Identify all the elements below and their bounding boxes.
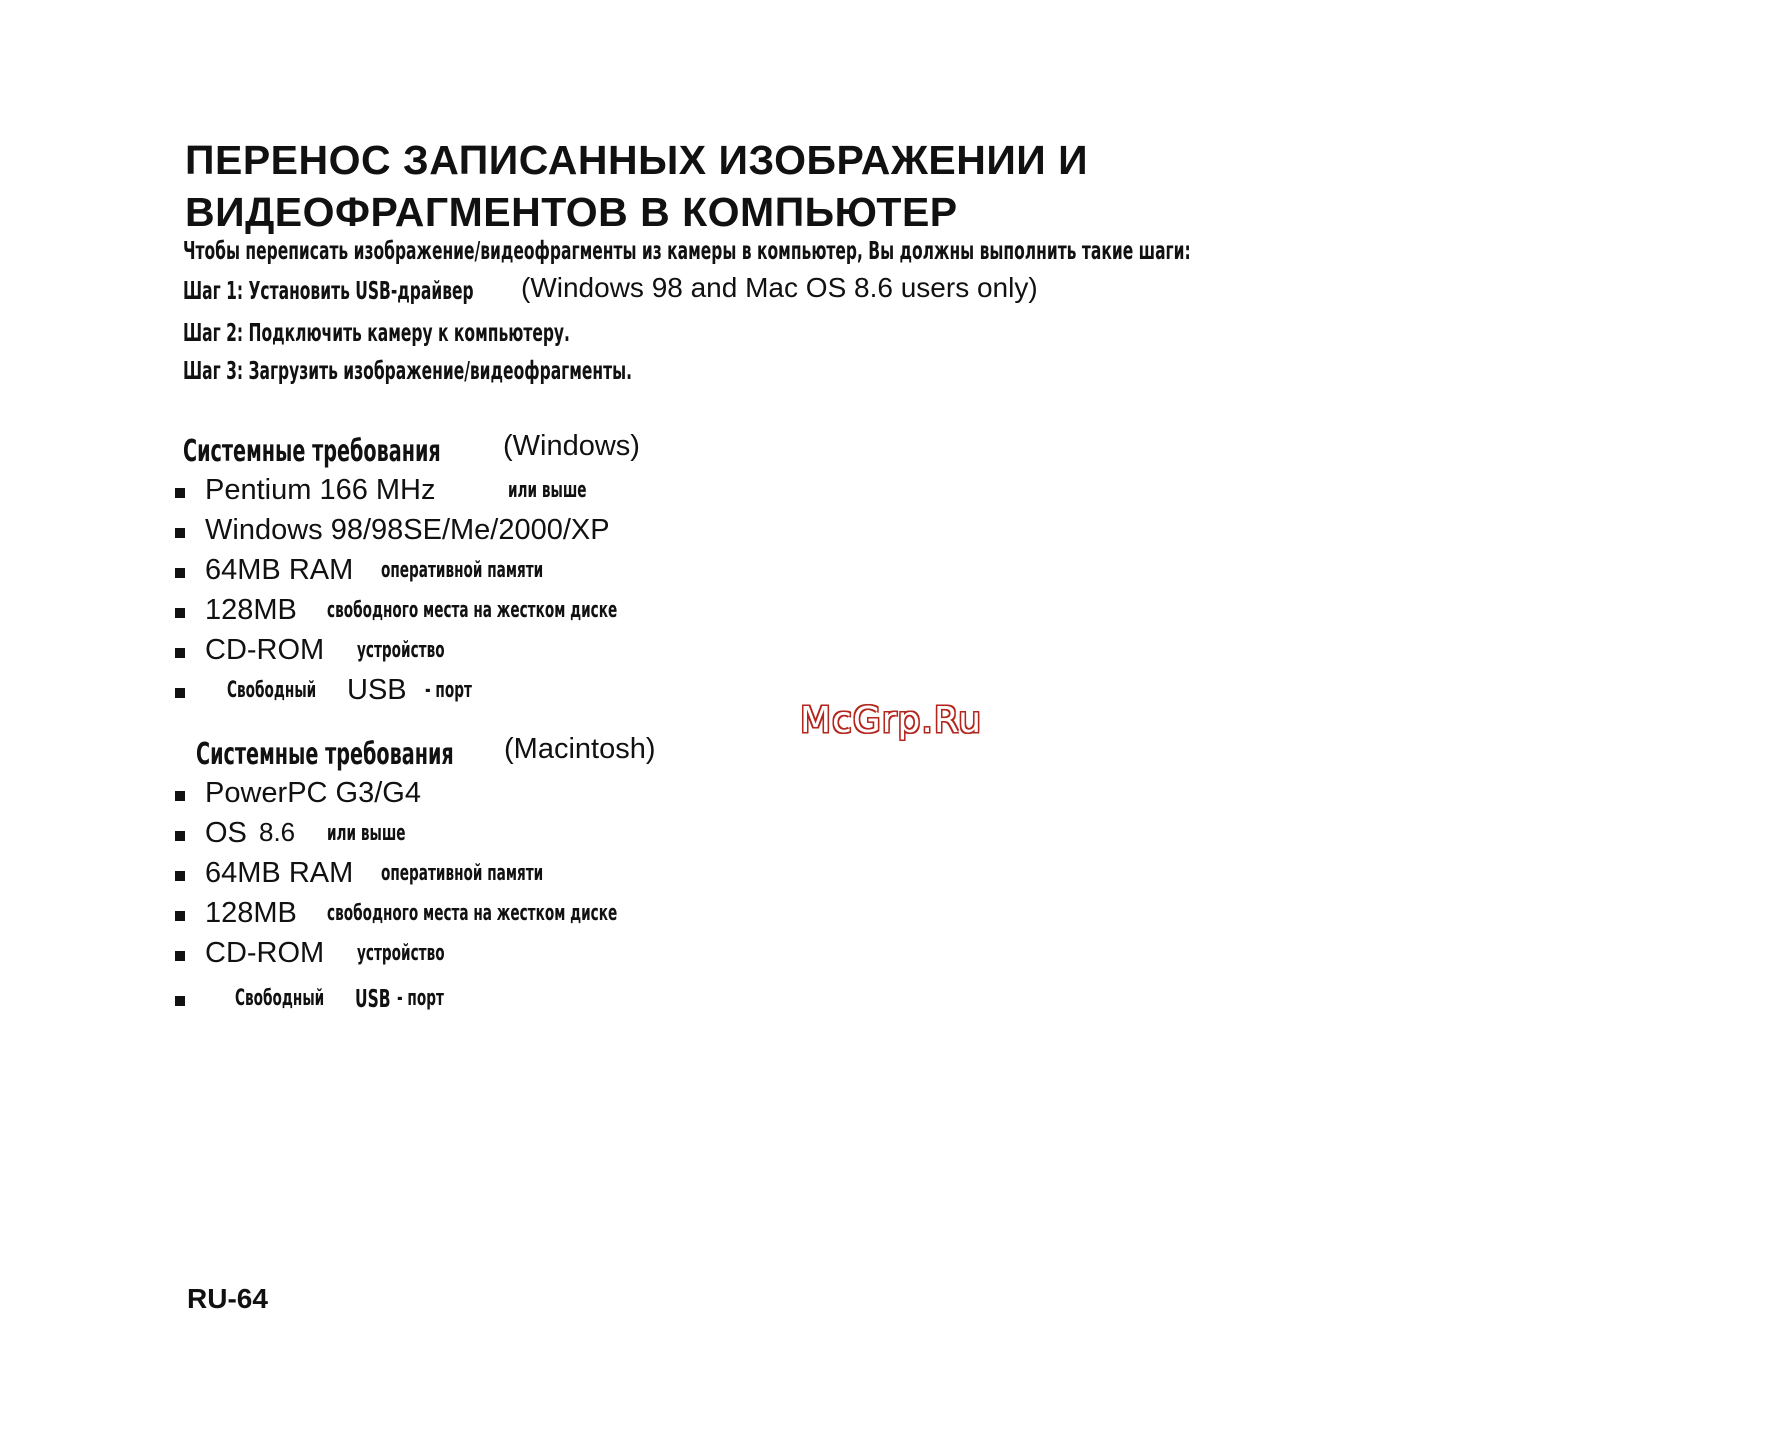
req-secondary: оперативной памяти	[381, 558, 544, 583]
bullet-icon	[175, 528, 185, 538]
req-secondary: устройство	[357, 941, 445, 966]
windows-platform-label: (Windows)	[503, 430, 640, 462]
step-1-label: Шаг 1: Установить USB-драйвер	[183, 276, 474, 305]
step-2-label: Шаг 2: Подключить камеру к компьютеру.	[183, 318, 570, 347]
req-primary: CD-ROM	[205, 937, 325, 969]
mac-requirements-title: Системные требования	[196, 737, 454, 772]
windows-req-item	[175, 474, 975, 514]
req-primary: 64MB RAM	[205, 554, 354, 586]
mac-req-item	[175, 817, 975, 857]
step-1-note: (Windows 98 and Mac OS 8.6 users only)	[521, 272, 1038, 303]
step-2	[183, 318, 807, 347]
bullet-icon	[175, 568, 185, 578]
mac-req-item	[175, 857, 975, 897]
req-prefix: Свободный	[235, 986, 325, 1011]
bullet-icon	[175, 688, 185, 698]
req-primary: USB	[355, 984, 391, 1013]
bullet-icon	[175, 996, 185, 1006]
mac-req-item	[175, 777, 975, 817]
req-primary: CD-ROM	[205, 634, 325, 666]
req-primary: OS	[205, 817, 247, 849]
mac-req-item	[175, 982, 975, 1022]
req-primary: 128MB	[205, 897, 297, 929]
req-primary: PowerPC G3/G4	[205, 777, 421, 809]
bullet-icon	[175, 608, 185, 618]
page-title-line-2: ВИДЕОФРАГМЕНТОВ В КОМПЬЮТЕР	[185, 189, 958, 235]
mac-req-item	[175, 937, 975, 977]
bullet-icon	[175, 831, 185, 841]
watermark-logo: McGrp.Ru	[800, 700, 983, 741]
req-primary: Pentium 166 MHz	[205, 474, 436, 506]
bullet-icon	[175, 911, 185, 921]
req-primary: 128MB	[205, 594, 297, 626]
step-3-label: Шаг 3: Загрузить изображение/видеофрагменты.	[183, 356, 633, 385]
bullet-icon	[175, 951, 185, 961]
windows-req-item	[175, 554, 975, 594]
windows-requirements-heading	[183, 430, 640, 469]
req-primary: USB	[347, 674, 407, 706]
bullet-icon	[175, 648, 185, 658]
mac-req-item	[175, 897, 975, 937]
mac-requirements-heading	[196, 733, 656, 772]
req-prefix: Свободный	[227, 678, 317, 703]
intro-text: Чтобы переписать изображение/видеофрагменты из камеры в компьютер, Вы должны выполнить такие шаги:	[183, 236, 1191, 265]
page-number: RU-64	[187, 1283, 268, 1314]
mac-platform-label: (Macintosh)	[504, 733, 656, 765]
bullet-icon	[175, 488, 185, 498]
req-primary: 64MB RAM	[205, 857, 354, 889]
req-version: 8.6	[259, 817, 296, 847]
step-1	[183, 272, 1038, 305]
bullet-icon	[175, 871, 185, 881]
req-secondary: или выше	[508, 478, 587, 503]
step-3	[183, 356, 907, 385]
windows-req-item	[175, 514, 975, 554]
windows-requirements-title: Системные требования	[183, 434, 441, 469]
req-secondary: устройство	[357, 638, 445, 663]
bullet-icon	[175, 791, 185, 801]
windows-req-item	[175, 634, 975, 674]
req-secondary: - порт	[397, 986, 444, 1011]
windows-req-item	[175, 594, 975, 634]
req-secondary: свободного места на жестком диске	[327, 901, 618, 926]
req-secondary: или выше	[327, 821, 406, 846]
page-title-line-1: ПЕРЕНОС ЗАПИСАННЫХ ИЗОБРАЖЕНИИ И	[185, 137, 1089, 183]
req-primary: Windows 98/98SE/Me/2000/XP	[205, 514, 610, 546]
req-secondary: свободного места на жестком диске	[327, 598, 618, 623]
req-secondary: - порт	[425, 678, 472, 703]
page-title	[185, 134, 1088, 238]
req-secondary: оперативной памяти	[381, 861, 544, 886]
